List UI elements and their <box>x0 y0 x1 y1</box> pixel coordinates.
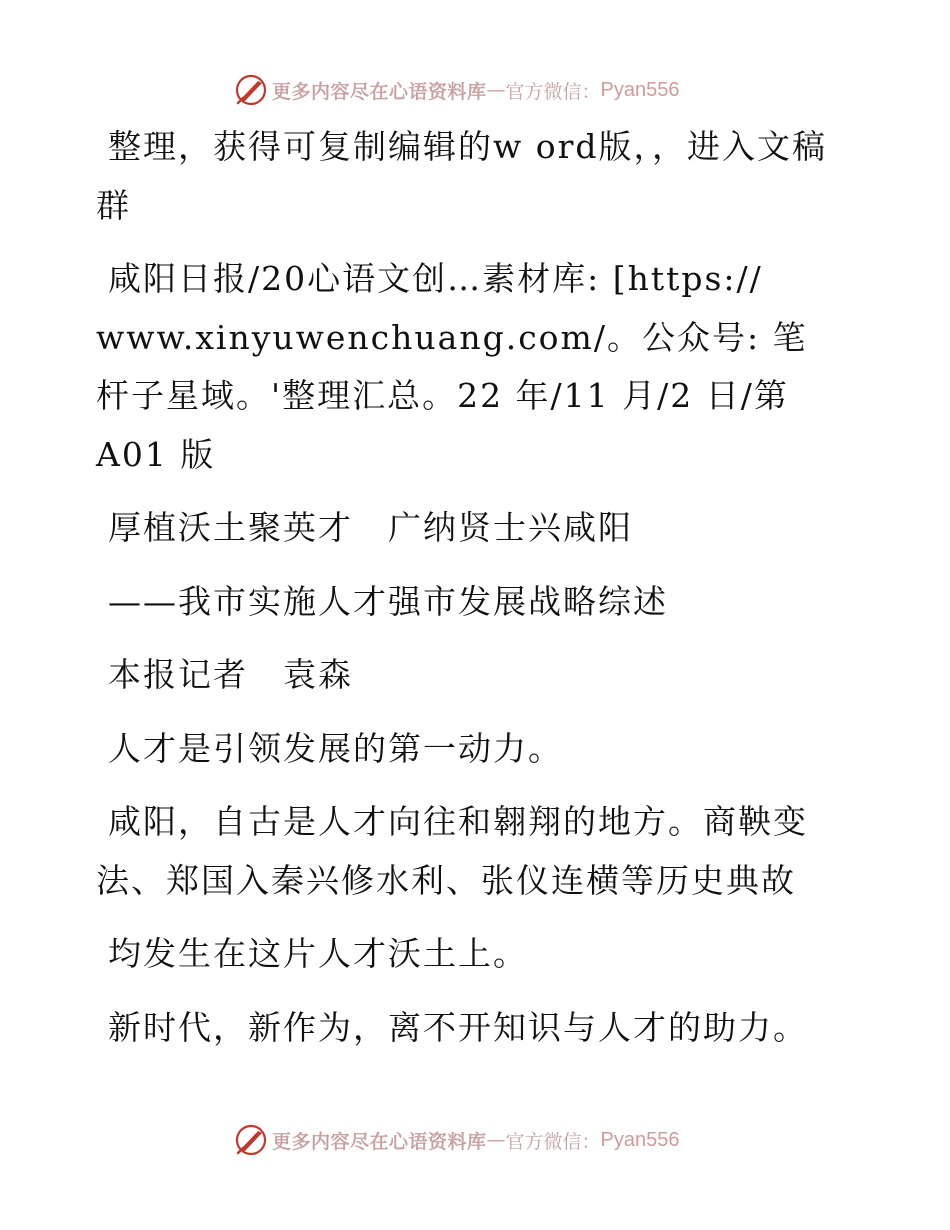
paragraph-body: 咸阳，自古是人才向往和翱翔的地方。商鞅变法、郑国入秦兴修水利、张仪连横等历史典故 <box>96 802 808 900</box>
banner-contact-label: 官方微信： <box>505 80 601 103</box>
banner-contact-label: 官方微信： <box>505 1130 601 1153</box>
banner-dash: — <box>486 79 506 101</box>
article-title: 厚植沃土聚英才 广纳贤士兴咸阳 <box>108 508 633 547</box>
quill-pen-logo-icon <box>234 73 268 107</box>
banner-brand-text: 更多内容尽在心语资料库 <box>272 1130 487 1153</box>
paragraph-body: 人才是引领发展的第一动力。 <box>108 728 563 768</box>
paragraph-body: 均发生在这片人才沃土上。 <box>108 934 528 973</box>
document-body <box>96 118 836 1072</box>
article-subtitle: ——我市实施人才强市发展战略综述 <box>108 581 668 621</box>
banner-wechat-handle: Pyan556 <box>600 1128 680 1151</box>
banner-wechat-handle: Pyan556 <box>600 78 680 101</box>
footer-banner <box>234 1122 680 1158</box>
header-banner <box>234 72 680 108</box>
paragraph-body: 新时代，新作为，离不开知识与人才的助力。 <box>108 1007 808 1047</box>
paragraph-intro: 整理，获得可复制编辑的w ord版，，进入文稿群 <box>96 127 828 225</box>
quill-pen-logo-icon <box>234 1123 268 1157</box>
banner-dash: — <box>486 1129 506 1151</box>
banner-brand-text: 更多内容尽在心语资料库 <box>272 80 487 103</box>
paragraph-source: 咸阳日报/20心语文创…素材库: [https:// www.xinyuwenchuang.com/。公众号: 笔杆子星域。'整理汇总。22 年/11 月/2 日/第 A01 版 <box>96 259 808 474</box>
article-byline: 本报记者 袁森 <box>108 655 353 694</box>
